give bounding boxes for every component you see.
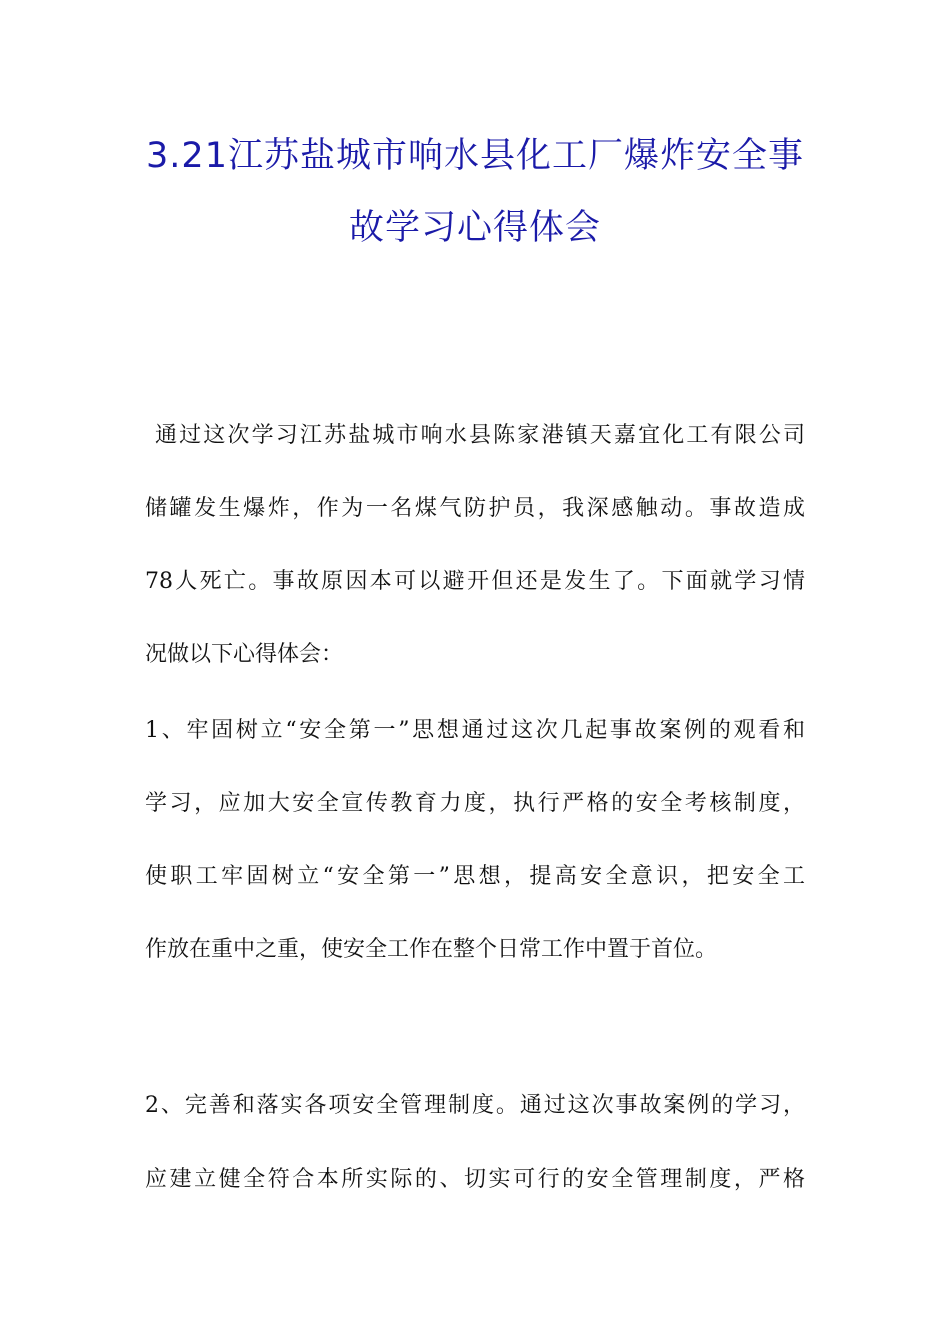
paragraph-line: 使职工牢固树立“安全第一”思想，提高安全意识，把安全工 bbox=[145, 864, 805, 889]
paragraph-line: 1、牢固树立“安全第一”思想通过这次几起事故案例的观看和 bbox=[145, 718, 805, 743]
paragraph-line: 2、完善和落实各项安全管理制度。通过这次事故案例的学习， bbox=[145, 1093, 805, 1118]
paragraph-line: 储罐发生爆炸，作为一名煤气防护员，我深感触动。事故造成 bbox=[145, 496, 805, 521]
paragraph-line: 78人死亡。事故原因本可以避开但还是发生了。下面就学习情 bbox=[145, 569, 805, 594]
paragraph-line: 况做以下心得体会： bbox=[145, 642, 344, 667]
paragraph-line: 作放在重中之重，使安全工作在整个日常工作中置于首位。 bbox=[145, 937, 718, 962]
paragraph-line: 学习，应加大安全宣传教育力度，执行严格的安全考核制度， bbox=[145, 791, 805, 816]
paragraph-line: 通过这次学习江苏盐城市响水县陈家港镇天嘉宜化工有限公司 bbox=[155, 423, 805, 448]
document-title-line-2: 故学习心得体会 bbox=[348, 208, 601, 248]
paragraph-line: 应建立健全符合本所实际的、切实可行的安全管理制度，严格 bbox=[145, 1167, 805, 1192]
document-title-line-1: 3.21江苏盐城市响水县化工厂爆炸安全事 bbox=[146, 136, 804, 176]
